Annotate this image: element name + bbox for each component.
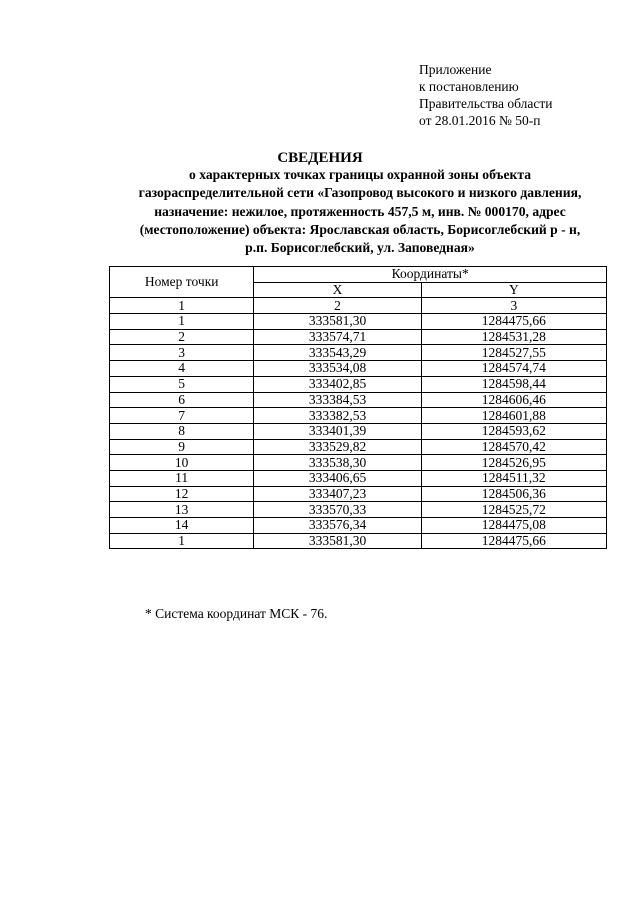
x-coordinate-cell: 333543,29 [254,345,421,361]
point-number-cell: 2 [110,329,254,345]
subtitle-line: р.п. Борисоглебский, ул. Заповедная» [245,240,475,256]
document-title: СВЕДЕНИЯ [277,150,363,166]
y-coordinate-cell: 1284531,28 [421,329,606,345]
footnote: * Система координат МСК - 76. [145,606,328,621]
table-row [110,376,607,392]
x-coordinate-cell: 333534,08 [254,361,421,377]
x-coordinate-cell: 333581,30 [254,533,421,549]
table-row [110,361,607,377]
x-coordinate-cell: 333581,30 [254,314,421,330]
point-number-cell: 13 [110,502,254,518]
appendix-line: Правительства области [419,96,553,111]
appendix-line: Приложение [419,62,492,77]
y-coordinate-cell: 1284511,32 [421,470,606,486]
x-coordinate-cell: 333406,65 [254,470,421,486]
table-row [110,455,607,471]
numbering-cell: 2 [254,298,421,314]
point-number-cell: 8 [110,423,254,439]
point-number-cell: 7 [110,408,254,424]
table-body [110,314,607,549]
point-number-cell: 1 [110,533,254,549]
table-row [110,423,607,439]
point-number-cell: 10 [110,455,254,471]
table-row [110,518,607,534]
table-header-row [110,267,607,283]
appendix-line: от 28.01.2016 № 50-п [419,113,541,128]
point-number-cell: 1 [110,314,254,330]
table-row [110,439,607,455]
subtitle-line: назначение: нежилое, протяженность 457,5 м, инв. № 000170, адрес [154,203,566,219]
y-coordinate-cell: 1284475,66 [421,533,606,549]
x-coordinate-cell: 333570,33 [254,502,421,518]
table-row [110,486,607,502]
appendix-line: к постановлению [419,79,519,94]
x-coordinate-cell: 333384,53 [254,392,421,408]
header-coordinates: Координаты* [254,267,607,283]
x-coordinate-cell: 333574,71 [254,329,421,345]
header-point-number: Номер точки [110,267,254,298]
point-number-cell: 11 [110,470,254,486]
y-coordinate-cell: 1284601,88 [421,408,606,424]
numbering-cell: 3 [421,298,606,314]
subtitle-line: (местоположение) объекта: Ярославская область, Борисоглебский р - н, [139,221,581,237]
table-row [110,345,607,361]
y-coordinate-cell: 1284506,36 [421,486,606,502]
y-coordinate-cell: 1284593,62 [421,423,606,439]
x-coordinate-cell: 333576,34 [254,518,421,534]
point-number-cell: 6 [110,392,254,408]
point-number-cell: 12 [110,486,254,502]
y-coordinate-cell: 1284606,46 [421,392,606,408]
numbering-cell: 1 [110,298,254,314]
table-row [110,392,607,408]
coordinates-table [109,266,607,549]
y-coordinate-cell: 1284475,08 [421,518,606,534]
header-y: Y [421,282,606,298]
point-number-cell: 4 [110,361,254,377]
x-coordinate-cell: 333538,30 [254,455,421,471]
y-coordinate-cell: 1284570,42 [421,439,606,455]
point-number-cell: 9 [110,439,254,455]
x-coordinate-cell: 333407,23 [254,486,421,502]
y-coordinate-cell: 1284525,72 [421,502,606,518]
table-row [110,314,607,330]
table-row [110,533,607,549]
x-coordinate-cell: 333401,39 [254,423,421,439]
subtitle-line: о характерных точках границы охранной зоны объекта [189,167,531,182]
x-coordinate-cell: 333382,53 [254,408,421,424]
table-numbering-row [110,298,607,314]
point-number-cell: 3 [110,345,254,361]
y-coordinate-cell: 1284598,44 [421,376,606,392]
y-coordinate-cell: 1284526,95 [421,455,606,471]
table-row [110,408,607,424]
point-number-cell: 14 [110,518,254,534]
appendix-note [419,61,552,129]
table-row [110,502,607,518]
y-coordinate-cell: 1284527,55 [421,345,606,361]
document-subtitle [100,166,620,257]
y-coordinate-cell: 1284475,66 [421,314,606,330]
point-number-cell: 5 [110,376,254,392]
header-x: X [254,282,421,298]
x-coordinate-cell: 333402,85 [254,376,421,392]
table-row [110,470,607,486]
y-coordinate-cell: 1284574,74 [421,361,606,377]
table-row [110,329,607,345]
subtitle-line: газораспределительной сети «Газопровод высокого и низкого давления, [138,185,582,201]
x-coordinate-cell: 333529,82 [254,439,421,455]
